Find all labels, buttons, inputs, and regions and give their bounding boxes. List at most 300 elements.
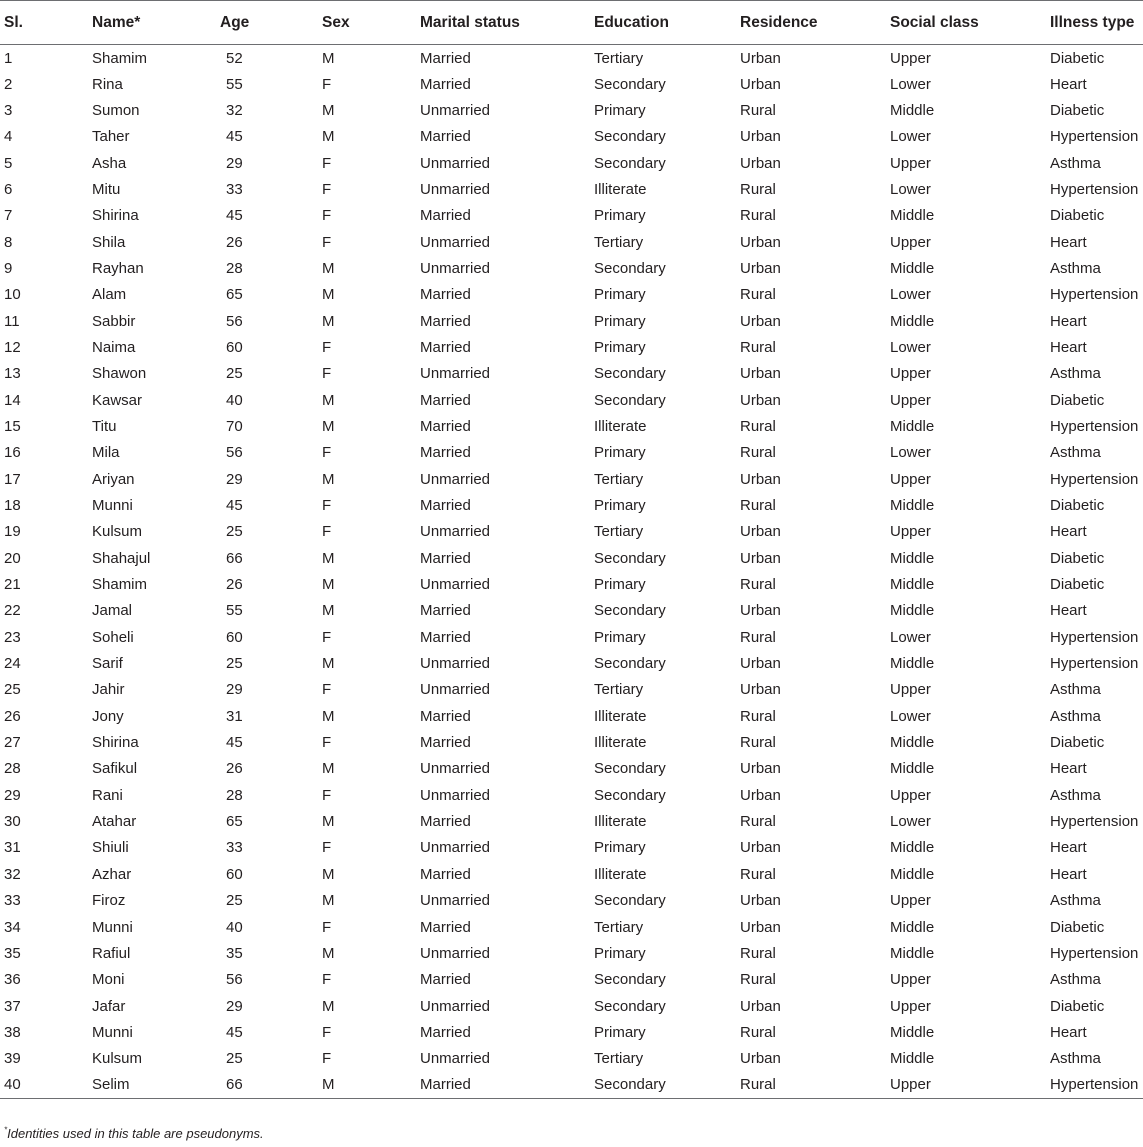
cell-age: 29 (226, 681, 243, 699)
cell-sl: 13 (4, 365, 21, 383)
cell-illness-type: Hypertension (1050, 470, 1139, 488)
cell-age: 28 (226, 786, 243, 804)
cell-age: 35 (226, 944, 243, 962)
cell-sl: 5 (4, 154, 13, 172)
cell-illness-type: Asthma (1050, 444, 1101, 462)
cell-name: Rafiul (92, 944, 131, 962)
cell-illness-type: Diabetic (1050, 207, 1105, 225)
cell-name: Atahar (92, 813, 137, 831)
cell-marital-status: Unmarried (420, 997, 491, 1015)
cell-education: Tertiary (594, 1050, 644, 1068)
cell-education: Tertiary (594, 918, 644, 936)
cell-social-class: Lower (890, 707, 931, 725)
cell-sl: 35 (4, 944, 21, 962)
cell-marital-status: Unmarried (420, 180, 491, 198)
cell-age: 33 (226, 839, 243, 857)
cell-social-class: Middle (890, 918, 935, 936)
cell-sex: M (322, 549, 335, 567)
cell-illness-type: Asthma (1050, 365, 1101, 383)
cell-sex: M (322, 865, 335, 883)
cell-social-class: Lower (890, 338, 931, 356)
cell-education: Tertiary (594, 681, 644, 699)
cell-marital-status: Married (420, 549, 471, 567)
cell-residence: Urban (740, 602, 781, 620)
cell-sl: 28 (4, 760, 21, 778)
cell-social-class: Upper (890, 971, 931, 989)
cell-residence: Rural (740, 1072, 890, 1098)
cell-social-class: Middle (890, 1023, 935, 1041)
cell-education: Illiterate (594, 417, 647, 435)
table-row (0, 124, 1143, 150)
table-row (0, 940, 1143, 966)
cell-residence: Urban (740, 786, 781, 804)
cell-age: 26 (226, 233, 243, 251)
cell-sl: 20 (4, 549, 21, 567)
cell-sex: M (322, 286, 335, 304)
cell-social-class: Middle (890, 207, 935, 225)
cell-education: Primary (594, 944, 646, 962)
cell-sex: M (322, 602, 335, 620)
cell-age: 45 (226, 1023, 243, 1041)
cell-residence: Urban (740, 154, 781, 172)
column-header-name: Name* (92, 1, 220, 45)
cell-sex: F (322, 154, 332, 172)
cell-residence: Urban (740, 655, 781, 673)
cell-education: Tertiary (594, 50, 644, 68)
cell-sex: M (322, 944, 335, 962)
cell-illness-type: Asthma (1050, 707, 1101, 725)
cell-residence: Rural (740, 971, 776, 989)
cell-sex: M (322, 813, 335, 831)
cell-residence: Urban (740, 892, 781, 910)
cell-sex: F (322, 839, 332, 857)
cell-sl: 30 (4, 813, 21, 831)
cell-education: Primary (594, 628, 646, 646)
cell-sex: F (322, 75, 332, 93)
cell-sl: 9 (4, 259, 13, 277)
cell-education: Secondary (594, 1072, 740, 1098)
cell-illness-type: Heart (1050, 1023, 1087, 1041)
column-header-illness-type: Illness type (1050, 1, 1143, 45)
cell-sl: 1 (4, 50, 13, 68)
table-row (0, 571, 1143, 597)
cell-social-class: Lower (890, 180, 931, 198)
cell-education: Primary (594, 576, 646, 594)
cell-age: 28 (226, 259, 243, 277)
cell-sex: F (322, 444, 332, 462)
cell-marital-status: Married (420, 497, 471, 515)
cell-name: Jahir (92, 681, 125, 699)
cell-residence: Urban (740, 523, 781, 541)
cell-name: Safikul (92, 760, 138, 778)
cell-illness-type: Asthma (1050, 681, 1101, 699)
cell-sl: 27 (4, 734, 21, 752)
cell-name: Rayhan (92, 259, 144, 277)
cell-illness-type: Asthma (1050, 259, 1101, 277)
cell-illness-type: Heart (1050, 233, 1087, 251)
cell-age: 45 (226, 497, 243, 515)
cell-name: Shirina (92, 734, 139, 752)
cell-marital-status: Unmarried (420, 892, 491, 910)
cell-illness-type: Hypertension (1050, 813, 1139, 831)
column-header-residence: Residence (740, 1, 890, 45)
cell-illness-type: Hypertension (1050, 655, 1139, 673)
column-header-sex: Sex (322, 1, 420, 45)
cell-name: Soheli (92, 628, 134, 646)
cell-social-class: Middle (890, 259, 935, 277)
cell-sex: M (322, 259, 335, 277)
cell-marital-status: Married (420, 971, 471, 989)
table-row (0, 387, 1143, 413)
cell-residence: Urban (740, 233, 781, 251)
cell-sl: 26 (4, 707, 21, 725)
cell-marital-status: Married (420, 50, 471, 68)
table-row (0, 255, 1143, 281)
cell-social-class: Lower (890, 75, 931, 93)
table-row (0, 1046, 1143, 1072)
cell-age: 52 (226, 50, 243, 68)
table-row (0, 413, 1143, 439)
cell-residence: Rural (740, 576, 776, 594)
cell-sl: 32 (4, 865, 21, 883)
cell-social-class: Upper (890, 154, 931, 172)
cell-name: Munni (92, 497, 133, 515)
cell-name: Mila (92, 444, 120, 462)
cell-age: 60 (226, 628, 243, 646)
table-row (0, 914, 1143, 940)
cell-name: Jafar (92, 997, 126, 1015)
cell-name: Firoz (92, 892, 126, 910)
cell-marital-status: Unmarried (420, 101, 491, 119)
cell-sex: M (322, 312, 335, 330)
cell-age: 25 (226, 1050, 243, 1068)
cell-illness-type: Diabetic (1050, 101, 1105, 119)
cell-illness-type: Asthma (1050, 1050, 1101, 1068)
cell-sl: 10 (4, 286, 21, 304)
cell-social-class: Middle (890, 312, 935, 330)
cell-illness-type: Diabetic (1050, 391, 1105, 409)
cell-age: 40 (226, 918, 243, 936)
cell-education: Secondary (594, 655, 666, 673)
cell-illness-type: Hypertension (1050, 128, 1139, 146)
table-row (0, 598, 1143, 624)
table-row (0, 729, 1143, 755)
cell-age: 70 (226, 417, 243, 435)
cell-sex: F (322, 523, 332, 541)
cell-sex: F (322, 786, 332, 804)
cell-residence: Rural (740, 338, 776, 356)
cell-marital-status: Married (420, 813, 471, 831)
cell-sl: 11 (4, 312, 20, 330)
cell-social-class: Middle (890, 549, 935, 567)
cell-name: Shamim (92, 50, 148, 68)
cell-marital-status: Married (420, 417, 471, 435)
cell-sl: 14 (4, 391, 21, 409)
cell-sl: 23 (4, 628, 21, 646)
table-row (0, 361, 1143, 387)
cell-residence: Rural (740, 417, 776, 435)
cell-residence: Rural (740, 1023, 776, 1041)
table-row (0, 624, 1143, 650)
cell-sex: F (322, 180, 332, 198)
cell-social-class: Upper (890, 470, 931, 488)
cell-marital-status: Unmarried (420, 655, 491, 673)
cell-residence: Urban (740, 391, 781, 409)
cell-sl: 40 (0, 1072, 92, 1098)
cell-social-class: Upper (890, 892, 931, 910)
cell-sl: 12 (4, 338, 21, 356)
cell-social-class: Upper (890, 233, 931, 251)
cell-sl: 19 (4, 523, 21, 541)
table-row (0, 176, 1143, 202)
cell-marital-status: Married (420, 128, 471, 146)
cell-name: Shahajul (92, 549, 151, 567)
cell-age: 29 (226, 154, 243, 172)
cell-name: Kawsar (92, 391, 143, 409)
cell-social-class: Upper (890, 997, 931, 1015)
cell-education: Secondary (594, 391, 666, 409)
cell-age: 25 (226, 655, 243, 673)
cell-education: Secondary (594, 259, 666, 277)
table-row (0, 861, 1143, 887)
table-row (0, 993, 1143, 1019)
cell-age: 40 (226, 391, 243, 409)
cell-social-class: Middle (890, 944, 935, 962)
cell-education: Primary (594, 839, 646, 857)
cell-name: Taher (92, 128, 130, 146)
cell-marital-status: Married (420, 444, 471, 462)
cell-residence: Urban (740, 259, 781, 277)
cell-name: Rani (92, 786, 123, 804)
cell-residence: Rural (740, 180, 776, 198)
cell-sl: 8 (4, 233, 13, 251)
cell-marital-status: Unmarried (420, 576, 491, 594)
cell-sex: F (322, 971, 332, 989)
cell-social-class: Upper (890, 50, 931, 68)
cell-residence: Urban (740, 365, 781, 383)
table-row (0, 229, 1143, 255)
cell-sl: 15 (4, 417, 21, 435)
cell-sl: 33 (4, 892, 21, 910)
cell-age: 56 (226, 971, 243, 989)
cell-residence: Urban (740, 128, 781, 146)
column-header-marital-status: Marital status (420, 1, 594, 45)
cell-sl: 18 (4, 497, 21, 515)
table-header (0, 1, 1143, 45)
cell-marital-status: Married (420, 628, 471, 646)
cell-marital-status: Unmarried (420, 259, 491, 277)
cell-illness-type: Hypertension (1050, 1072, 1143, 1098)
cell-residence: Rural (740, 944, 776, 962)
cell-illness-type: Diabetic (1050, 734, 1105, 752)
cell-marital-status: Married (420, 75, 471, 93)
cell-marital-status: Unmarried (420, 233, 491, 251)
cell-illness-type: Diabetic (1050, 497, 1105, 515)
table-row (0, 282, 1143, 308)
cell-illness-type: Heart (1050, 839, 1087, 857)
cell-education: Secondary (594, 760, 666, 778)
cell-name: Sarif (92, 655, 123, 673)
cell-social-class: Middle (890, 865, 935, 883)
cell-sex: M (322, 760, 335, 778)
cell-marital-status: Unmarried (420, 523, 491, 541)
cell-illness-type: Heart (1050, 865, 1087, 883)
footnote-marker: * (4, 1125, 8, 1135)
cell-education: Secondary (594, 128, 666, 146)
cell-age: 25 (226, 523, 243, 541)
table-body (0, 45, 1143, 1099)
cell-age: 31 (226, 707, 243, 725)
cell-name: Munni (92, 1023, 133, 1041)
column-header-age: Age (220, 1, 322, 45)
cell-sex: M (322, 101, 335, 119)
cell-social-class: Upper (890, 365, 931, 383)
table-row (0, 150, 1143, 176)
table-row (0, 308, 1143, 334)
cell-social-class: Middle (890, 497, 935, 515)
cell-social-class: Lower (890, 128, 931, 146)
cell-social-class: Middle (890, 602, 935, 620)
cell-name: Azhar (92, 865, 132, 883)
cell-residence: Urban (740, 918, 781, 936)
cell-sex: M (322, 50, 335, 68)
cell-name: Kulsum (92, 1050, 143, 1068)
cell-social-class: Upper (890, 391, 931, 409)
cell-residence: Rural (740, 865, 776, 883)
cell-social-class: Upper (890, 1072, 1050, 1098)
cell-marital-status: Unmarried (420, 365, 491, 383)
table-row (0, 519, 1143, 545)
cell-sl: 21 (4, 576, 21, 594)
cell-sl: 3 (4, 101, 13, 119)
cell-residence: Urban (740, 839, 781, 857)
cell-sl: 38 (4, 1023, 21, 1041)
cell-marital-status: Unmarried (420, 944, 491, 962)
cell-illness-type: Hypertension (1050, 628, 1139, 646)
cell-marital-status: Married (420, 1072, 594, 1098)
cell-social-class: Lower (890, 628, 931, 646)
cell-age: 32 (226, 101, 243, 119)
cell-age: 65 (226, 813, 243, 831)
cell-age: 25 (226, 365, 243, 383)
cell-education: Illiterate (594, 734, 647, 752)
table-row (0, 203, 1143, 229)
cell-sl: 24 (4, 655, 21, 673)
cell-sex: F (322, 918, 332, 936)
cell-sl: 17 (4, 470, 21, 488)
cell-name: Jony (92, 707, 124, 725)
cell-name: Ariyan (92, 470, 135, 488)
cell-residence: Rural (740, 813, 776, 831)
cell-residence: Urban (740, 50, 781, 68)
column-header-sl: Sl. (0, 1, 92, 45)
cell-name: Selim (92, 1072, 220, 1098)
cell-sl: 7 (4, 207, 13, 225)
cell-residence: Rural (740, 707, 776, 725)
cell-age: 45 (226, 128, 243, 146)
cell-education: Secondary (594, 602, 666, 620)
table-row (0, 440, 1143, 466)
cell-name: Naima (92, 338, 136, 356)
cell-marital-status: Unmarried (420, 1050, 491, 1068)
cell-social-class: Middle (890, 760, 935, 778)
cell-age: 29 (226, 470, 243, 488)
cell-sl: 37 (4, 997, 21, 1015)
cell-marital-status: Married (420, 207, 471, 225)
cell-residence: Rural (740, 497, 776, 515)
cell-sex: M (322, 707, 335, 725)
cell-residence: Urban (740, 470, 781, 488)
cell-marital-status: Unmarried (420, 681, 491, 699)
cell-residence: Rural (740, 207, 776, 225)
cell-education: Secondary (594, 997, 666, 1015)
table-row (0, 45, 1143, 71)
cell-residence: Urban (740, 760, 781, 778)
cell-age: 60 (226, 338, 243, 356)
cell-marital-status: Married (420, 602, 471, 620)
cell-education: Illiterate (594, 813, 647, 831)
cell-marital-status: Married (420, 338, 471, 356)
cell-name: Titu (92, 417, 117, 435)
cell-age: 25 (226, 892, 243, 910)
cell-sl: 25 (4, 681, 21, 699)
cell-marital-status: Unmarried (420, 760, 491, 778)
footnote-text: Identities used in this table are pseudonyms. (7, 1126, 264, 1141)
table-row (0, 835, 1143, 861)
table-row (0, 334, 1143, 360)
cell-age: 56 (226, 444, 243, 462)
cell-education: Primary (594, 338, 646, 356)
cell-name: Munni (92, 918, 133, 936)
cell-marital-status: Married (420, 1023, 471, 1041)
cell-residence: Rural (740, 101, 776, 119)
cell-name: Shamim (92, 576, 148, 594)
cell-sex: M (322, 391, 335, 409)
table-row (0, 677, 1143, 703)
cell-name: Sumon (92, 101, 140, 119)
cell-residence: Rural (740, 734, 776, 752)
cell-illness-type: Hypertension (1050, 944, 1139, 962)
cell-age: 66 (220, 1072, 322, 1098)
cell-marital-status: Unmarried (420, 786, 491, 804)
cell-social-class: Middle (890, 734, 935, 752)
cell-sl: 4 (4, 128, 13, 146)
cell-illness-type: Hypertension (1050, 180, 1139, 198)
cell-education: Primary (594, 207, 646, 225)
cell-social-class: Middle (890, 576, 935, 594)
cell-sl: 6 (4, 180, 13, 198)
cell-marital-status: Unmarried (420, 470, 491, 488)
cell-marital-status: Married (420, 391, 471, 409)
cell-sex: F (322, 497, 332, 515)
cell-illness-type: Diabetic (1050, 997, 1105, 1015)
cell-illness-type: Asthma (1050, 971, 1101, 989)
cell-sex: F (322, 628, 332, 646)
cell-name: Rina (92, 75, 123, 93)
cell-education: Primary (594, 286, 646, 304)
cell-marital-status: Unmarried (420, 154, 491, 172)
cell-sex: M (322, 470, 335, 488)
cell-residence: Urban (740, 681, 781, 699)
cell-illness-type: Hypertension (1050, 286, 1139, 304)
cell-social-class: Upper (890, 786, 931, 804)
cell-marital-status: Married (420, 918, 471, 936)
table-row (0, 650, 1143, 676)
column-header-social-class: Social class (890, 1, 1050, 45)
header-row (0, 1, 1143, 45)
cell-illness-type: Heart (1050, 75, 1087, 93)
table-row (0, 71, 1143, 97)
